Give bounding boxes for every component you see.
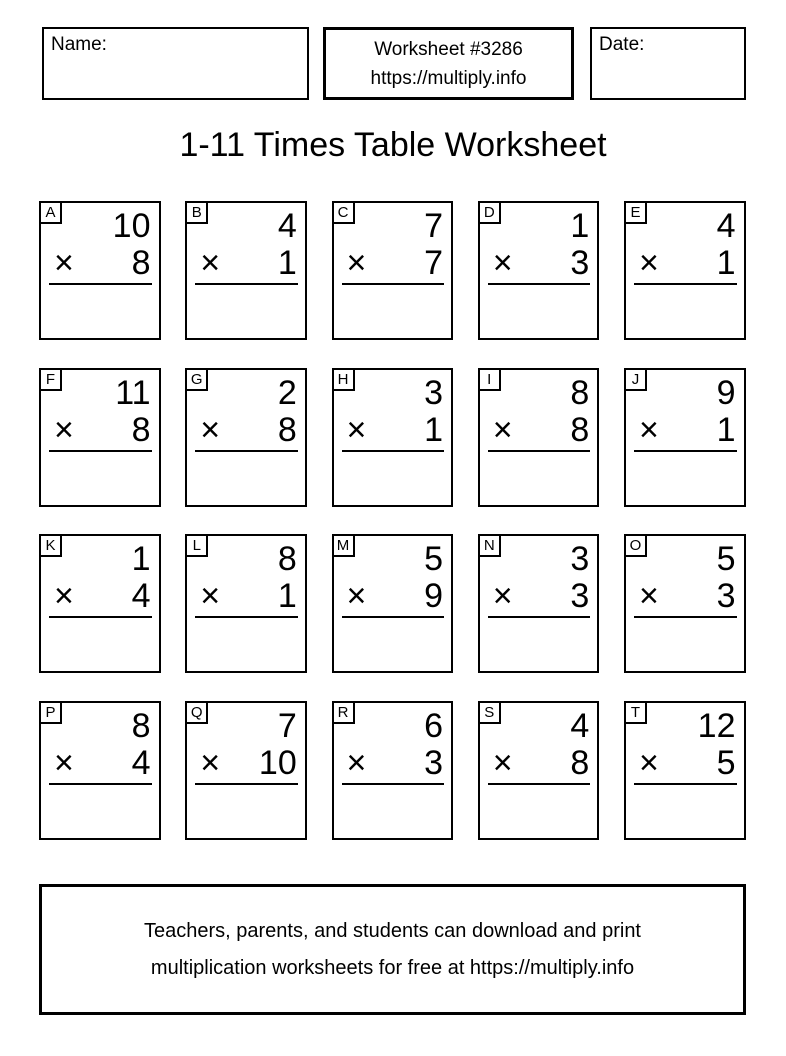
problem-cell-B (185, 201, 307, 340)
multiplier: 8 (570, 410, 590, 449)
answer-space (41, 785, 159, 839)
multiplier: 1 (716, 410, 736, 449)
footer-line-1: Teachers, parents, and students can download and print (144, 919, 641, 942)
multiply-icon: × (200, 743, 221, 782)
problem-cell-F (39, 368, 161, 507)
problem-label: N (478, 534, 501, 557)
multiplier: 5 (716, 743, 736, 782)
multiplicand: 10 (112, 207, 151, 245)
problems-grid (39, 201, 746, 840)
multiplier: 3 (424, 743, 443, 782)
date-field-box (590, 27, 746, 100)
answer-space (626, 785, 744, 839)
multiply-icon: × (346, 244, 367, 282)
problem-label: F (39, 368, 62, 391)
problem-cell-K (39, 534, 161, 673)
problem-cell-M (332, 534, 454, 673)
answer-space (480, 452, 598, 506)
problem-cell-S (478, 701, 600, 840)
multiply-icon: × (639, 743, 659, 782)
multiply-icon: × (639, 244, 659, 282)
multiply-icon: × (492, 743, 513, 782)
multiplier: 1 (277, 244, 297, 282)
answer-space (626, 285, 744, 339)
multiplicand: 1 (570, 207, 590, 245)
problem-label: P (39, 701, 62, 724)
answer-space (334, 618, 452, 672)
multiplier: 1 (716, 244, 736, 282)
problem-label: O (624, 534, 647, 557)
multiplicand: 4 (277, 207, 297, 245)
problem-cell-P (39, 701, 161, 840)
problem-cell-G (185, 368, 307, 507)
multiply-icon: × (492, 410, 513, 449)
multiplier: 10 (258, 743, 297, 782)
answer-space (334, 452, 452, 506)
answer-space (334, 785, 452, 839)
answer-space (187, 618, 305, 672)
multiplicand: 6 (424, 706, 443, 745)
problem-cell-H (332, 368, 454, 507)
problem-cell-N (478, 534, 600, 673)
answer-space (187, 785, 305, 839)
problem-cell-O (624, 534, 746, 673)
multiplier: 8 (277, 410, 297, 449)
date-label: Date: (599, 34, 645, 55)
name-label: Name: (51, 34, 107, 55)
problem-label: A (39, 201, 62, 224)
multiplicand: 9 (716, 373, 736, 412)
problem-label: M (332, 534, 355, 557)
multiplier: 8 (131, 410, 151, 449)
multiplier: 7 (424, 244, 443, 282)
answer-space (187, 452, 305, 506)
multiply-icon: × (54, 743, 74, 782)
multiplicand: 2 (277, 373, 297, 412)
multiply-icon: × (54, 577, 74, 615)
multiply-icon: × (492, 577, 513, 615)
problem-cell-C (332, 201, 454, 340)
multiplicand: 5 (716, 540, 736, 578)
problem-cell-J (624, 368, 746, 507)
multiplier: 9 (424, 577, 443, 615)
multiplier: 8 (131, 244, 151, 282)
multiplicand: 8 (131, 706, 151, 745)
problem-cell-Q (185, 701, 307, 840)
multiply-icon: × (200, 244, 221, 282)
problem-cell-D (478, 201, 600, 340)
answer-space (480, 785, 598, 839)
problem-label: I (478, 368, 501, 391)
problem-cell-E (624, 201, 746, 340)
multiplicand: 8 (570, 373, 590, 412)
multiplicand: 8 (277, 540, 297, 578)
problem-cell-R (332, 701, 454, 840)
footer-box (39, 884, 746, 1015)
multiplier: 8 (570, 743, 590, 782)
multiplicand: 4 (570, 706, 590, 745)
multiplier: 1 (277, 577, 297, 615)
multiplier: 3 (570, 577, 590, 615)
multiply-icon: × (346, 410, 367, 449)
multiplicand: 1 (131, 540, 151, 578)
multiply-icon: × (639, 577, 659, 615)
name-field-box (42, 27, 309, 100)
multiply-icon: × (200, 577, 221, 615)
multiplicand: 7 (277, 706, 297, 745)
answer-space (41, 618, 159, 672)
multiply-icon: × (54, 244, 74, 282)
problem-label: H (332, 368, 355, 391)
problem-label: L (185, 534, 208, 557)
worksheet-url: https://multiply.info (370, 67, 527, 89)
multiply-icon: × (346, 577, 367, 615)
multiplier: 3 (716, 577, 736, 615)
problem-cell-L (185, 534, 307, 673)
problem-label: B (185, 201, 208, 224)
answer-space (626, 452, 744, 506)
problem-label: G (185, 368, 208, 391)
multiplicand: 11 (115, 373, 151, 412)
answer-space (626, 618, 744, 672)
multiplicand: 4 (716, 207, 736, 245)
multiplicand: 7 (424, 207, 443, 245)
problem-label: D (478, 201, 501, 224)
problem-cell-A (39, 201, 161, 340)
worksheet-number: Worksheet #3286 (374, 38, 523, 60)
problem-label: E (624, 201, 647, 224)
multiplicand: 3 (570, 540, 590, 578)
answer-space (480, 618, 598, 672)
problem-label: K (39, 534, 62, 557)
answer-space (480, 285, 598, 339)
problem-label: T (624, 701, 647, 724)
problem-label: S (478, 701, 501, 724)
multiplier: 4 (131, 577, 151, 615)
problem-label: C (332, 201, 355, 224)
multiply-icon: × (492, 244, 513, 282)
answer-space (41, 285, 159, 339)
multiplicand: 12 (697, 706, 736, 745)
page-title: 1-11 Times Table Worksheet (179, 126, 607, 164)
multiplier: 3 (570, 244, 590, 282)
multiply-icon: × (54, 410, 74, 449)
multiplier: 1 (424, 410, 443, 449)
multiply-icon: × (200, 410, 221, 449)
multiplicand: 5 (424, 540, 443, 578)
multiply-icon: × (346, 743, 367, 782)
problem-label: Q (185, 701, 208, 724)
answer-space (187, 285, 305, 339)
answer-space (334, 285, 452, 339)
worksheet-info-box (323, 27, 574, 100)
multiplier: 4 (131, 743, 151, 782)
problem-label: J (624, 368, 647, 391)
multiply-icon: × (639, 410, 659, 449)
footer-line-2: multiplication worksheets for free at https://multiply.info (150, 956, 635, 979)
problem-label: R (332, 701, 355, 724)
problem-cell-T (624, 701, 746, 840)
answer-space (41, 452, 159, 506)
problem-cell-I (478, 368, 600, 507)
multiplicand: 3 (424, 373, 443, 412)
